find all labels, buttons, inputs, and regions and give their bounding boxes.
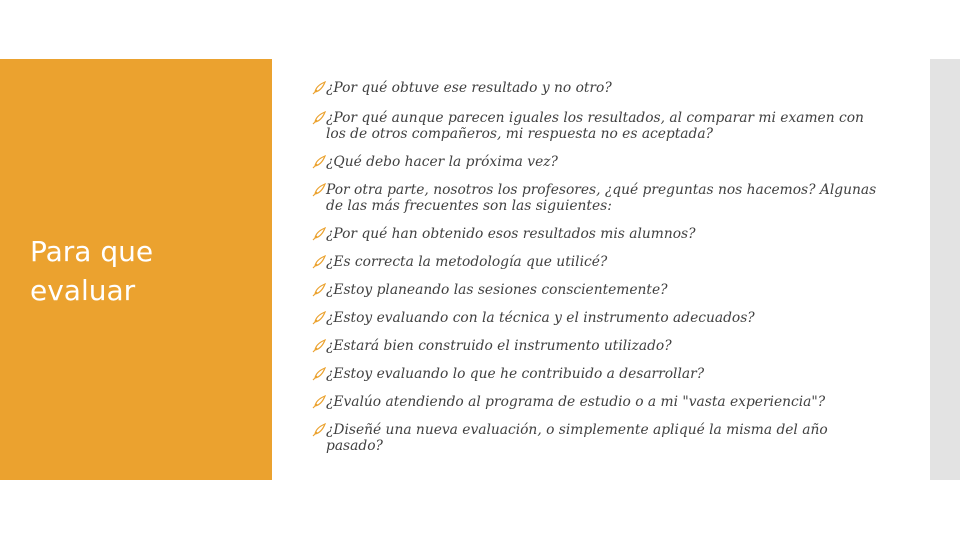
bullet-text: ¿Estoy planeando las sesiones conscientemente? [326, 282, 668, 298]
feather-quill-icon [312, 283, 326, 297]
bullet-item [312, 338, 672, 354]
bullet-item [312, 394, 825, 410]
bullet-text: ¿Por qué aunque parecen iguales los resultados, al comparar mi examen con los de otros compañeros, mi respuesta no es aceptada? [326, 110, 864, 142]
bullet-text: ¿Por qué obtuve ese resultado y no otro? [326, 80, 612, 96]
slide-title: Para que evaluar [30, 235, 154, 307]
bullet-item [312, 254, 607, 270]
feather-quill-icon [312, 367, 326, 381]
bullet-item [312, 226, 696, 242]
feather-quill-icon [312, 183, 326, 197]
bullet-text: ¿Evalúo atendiendo al programa de estudio o a mi "vasta experiencia"? [326, 394, 826, 410]
feather-quill-icon [312, 155, 326, 169]
feather-quill-icon [312, 111, 326, 125]
bullet-item [312, 154, 558, 170]
bullet-item [312, 80, 612, 96]
bullet-text: ¿Por qué han obtenido esos resultados mis alumnos? [326, 226, 696, 242]
bullet-item [312, 366, 704, 382]
feather-quill-icon [312, 395, 326, 409]
side-accent-bar [930, 59, 960, 480]
bullet-item [312, 182, 882, 214]
bullet-text: ¿Estoy evaluando lo que he contribuido a desarrollar? [326, 366, 705, 382]
bullet-text: ¿Qué debo hacer la próxima vez? [326, 154, 558, 170]
bullet-text: Por otra parte, nosotros los profesores, ¿qué preguntas nos hacemos? Algunas de las más frecuentes son las siguientes: [326, 182, 877, 214]
feather-quill-icon [312, 81, 326, 95]
bullet-item [312, 310, 755, 326]
bullet-item [312, 282, 668, 298]
feather-quill-icon [312, 227, 326, 241]
feather-quill-icon [312, 255, 326, 269]
bullet-item [312, 110, 882, 142]
feather-quill-icon [312, 423, 326, 437]
bullet-text: ¿Es correcta la metodología que utilicé? [326, 254, 608, 270]
bullet-text: ¿Estará bien construido el instrumento utilizado? [326, 338, 672, 354]
bullet-item [312, 422, 882, 454]
feather-quill-icon [312, 311, 326, 325]
feather-quill-icon [312, 339, 326, 353]
bullet-text: ¿Diseñé una nueva evaluación, o simplemente apliqué la misma del año pasado? [326, 422, 828, 454]
bullet-text: ¿Estoy evaluando con la técnica y el instrumento adecuados? [326, 310, 755, 326]
